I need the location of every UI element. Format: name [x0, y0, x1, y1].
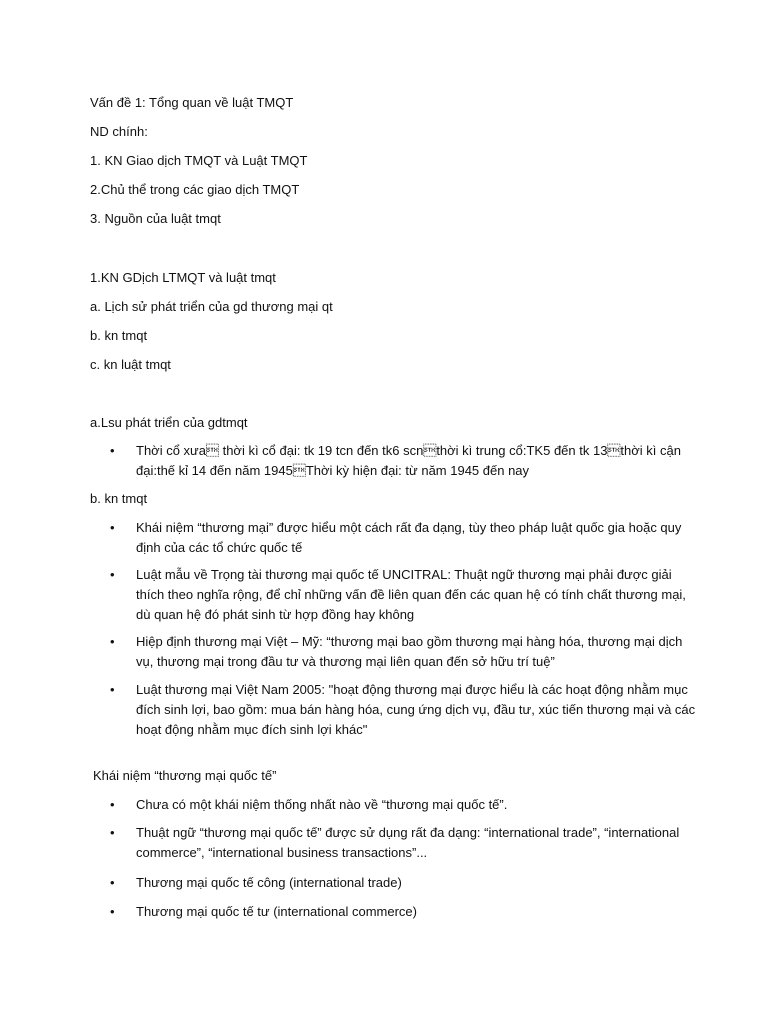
outline-item: 2.Chủ thể trong các giao dịch TMQT	[90, 182, 300, 197]
bullet-text	[136, 565, 686, 625]
section-heading: b. kn tmqt	[90, 491, 148, 506]
bullet-line: Khái niệm “thương mại” được hiểu một cách rất đa dạng, tùy theo pháp luật quốc gia hoặc quy	[136, 520, 682, 535]
bullet-text	[136, 902, 681, 922]
section-item: a. Lịch sử phát triển của gd thương mại qt	[90, 299, 333, 314]
section-item: c. kn luật tmqt	[90, 357, 171, 372]
bullet-marker: •	[110, 797, 115, 812]
bullet-line: Luật mẫu về Trọng tài thương mại quốc tế UNCITRAL: Thuật ngữ thương mại phải được giải	[136, 567, 672, 582]
bullet-line: Thương mại quốc tế công (international trade)	[136, 875, 402, 890]
bullet-line: Hiệp định thương mại Việt – Mỹ: “thương mại bao gồm thương mại hàng hóa, thương mại dịch	[136, 634, 683, 649]
bullet-line: đích sinh lợi, bao gồm: mua bán hàng hóa, cung ứng dịch vụ, đầu tư, xúc tiến thương mại và các	[136, 702, 696, 717]
bullet-marker: •	[110, 634, 115, 649]
document-title: Vấn đề 1: Tổng quan về luật TMQT	[90, 95, 294, 110]
section-item: b. kn tmqt	[90, 328, 148, 343]
outline-item: 3. Nguồn của luật tmqt	[90, 211, 221, 226]
bullet-marker: •	[110, 682, 115, 697]
bullet-line: vụ, thương mại trong đầu tư và thương mại liên quan đến sở hữu trí tuệ”	[136, 654, 555, 669]
bullet-text	[136, 873, 681, 893]
bullet-text	[136, 441, 681, 481]
bullet-line: commerce”, “international business transactions”...	[136, 845, 428, 860]
bullet-text	[136, 518, 681, 558]
bullet-line: Luật thương mại Việt Nam 2005: "hoạt động thương mại được hiểu là các hoạt động nhằm mục	[136, 682, 688, 697]
outline-item: 1. KN Giao dịch TMQT và Luật TMQT	[90, 153, 308, 168]
bullet-text	[136, 632, 681, 672]
bullet-line: định của các tổ chức quốc tế	[136, 540, 303, 555]
bullet-line: hoạt động nhằm mục đích sinh lợi khác"	[136, 722, 368, 737]
section-heading: 1.KN GDịch LTMQT và luật tmqt	[90, 270, 276, 285]
bullet-line: thích theo nghĩa rộng, để chỉ những vấn đề liên quan đến các quan hệ có tính chất thương mại,	[136, 587, 686, 602]
bullet-line: Chưa có một khái niệm thống nhất nào về “thương mại quốc tế”.	[136, 797, 508, 812]
bullet-marker: •	[110, 875, 115, 890]
bullet-line: đại:thế kỉ 14 đến năm 1945Thời kỳ hiện đại: từ năm 1945 đến nay	[136, 463, 530, 478]
bullet-marker: •	[110, 443, 115, 458]
main-content-label: ND chính:	[90, 124, 148, 139]
bullet-text	[136, 680, 696, 740]
section-heading: Khái niệm “thương mại quốc tế”	[93, 768, 277, 783]
bullet-line: dù quan hệ đó phát sinh từ hợp đồng hay không	[136, 607, 415, 622]
bullet-line: Thương mại quốc tế tư (international commerce)	[136, 904, 417, 919]
bullet-text	[136, 795, 681, 815]
bullet-marker: •	[110, 567, 115, 582]
bullet-line: Thuật ngữ “thương mại quốc tế” được sử dụng rất đa dạng: “international trade”, “international	[136, 825, 680, 840]
bullet-line: Thời cổ xưa thời kì cổ đại: tk 19 tcn đến tk6 scnthời kì trung cổ:TK5 đến tk 13thời kì cận	[136, 443, 681, 458]
bullet-marker: •	[110, 825, 115, 840]
bullet-marker: •	[110, 904, 115, 919]
section-heading: a.Lsu phát triển của gdtmqt	[90, 415, 248, 430]
bullet-marker: •	[110, 520, 115, 535]
bullet-text	[136, 823, 681, 863]
